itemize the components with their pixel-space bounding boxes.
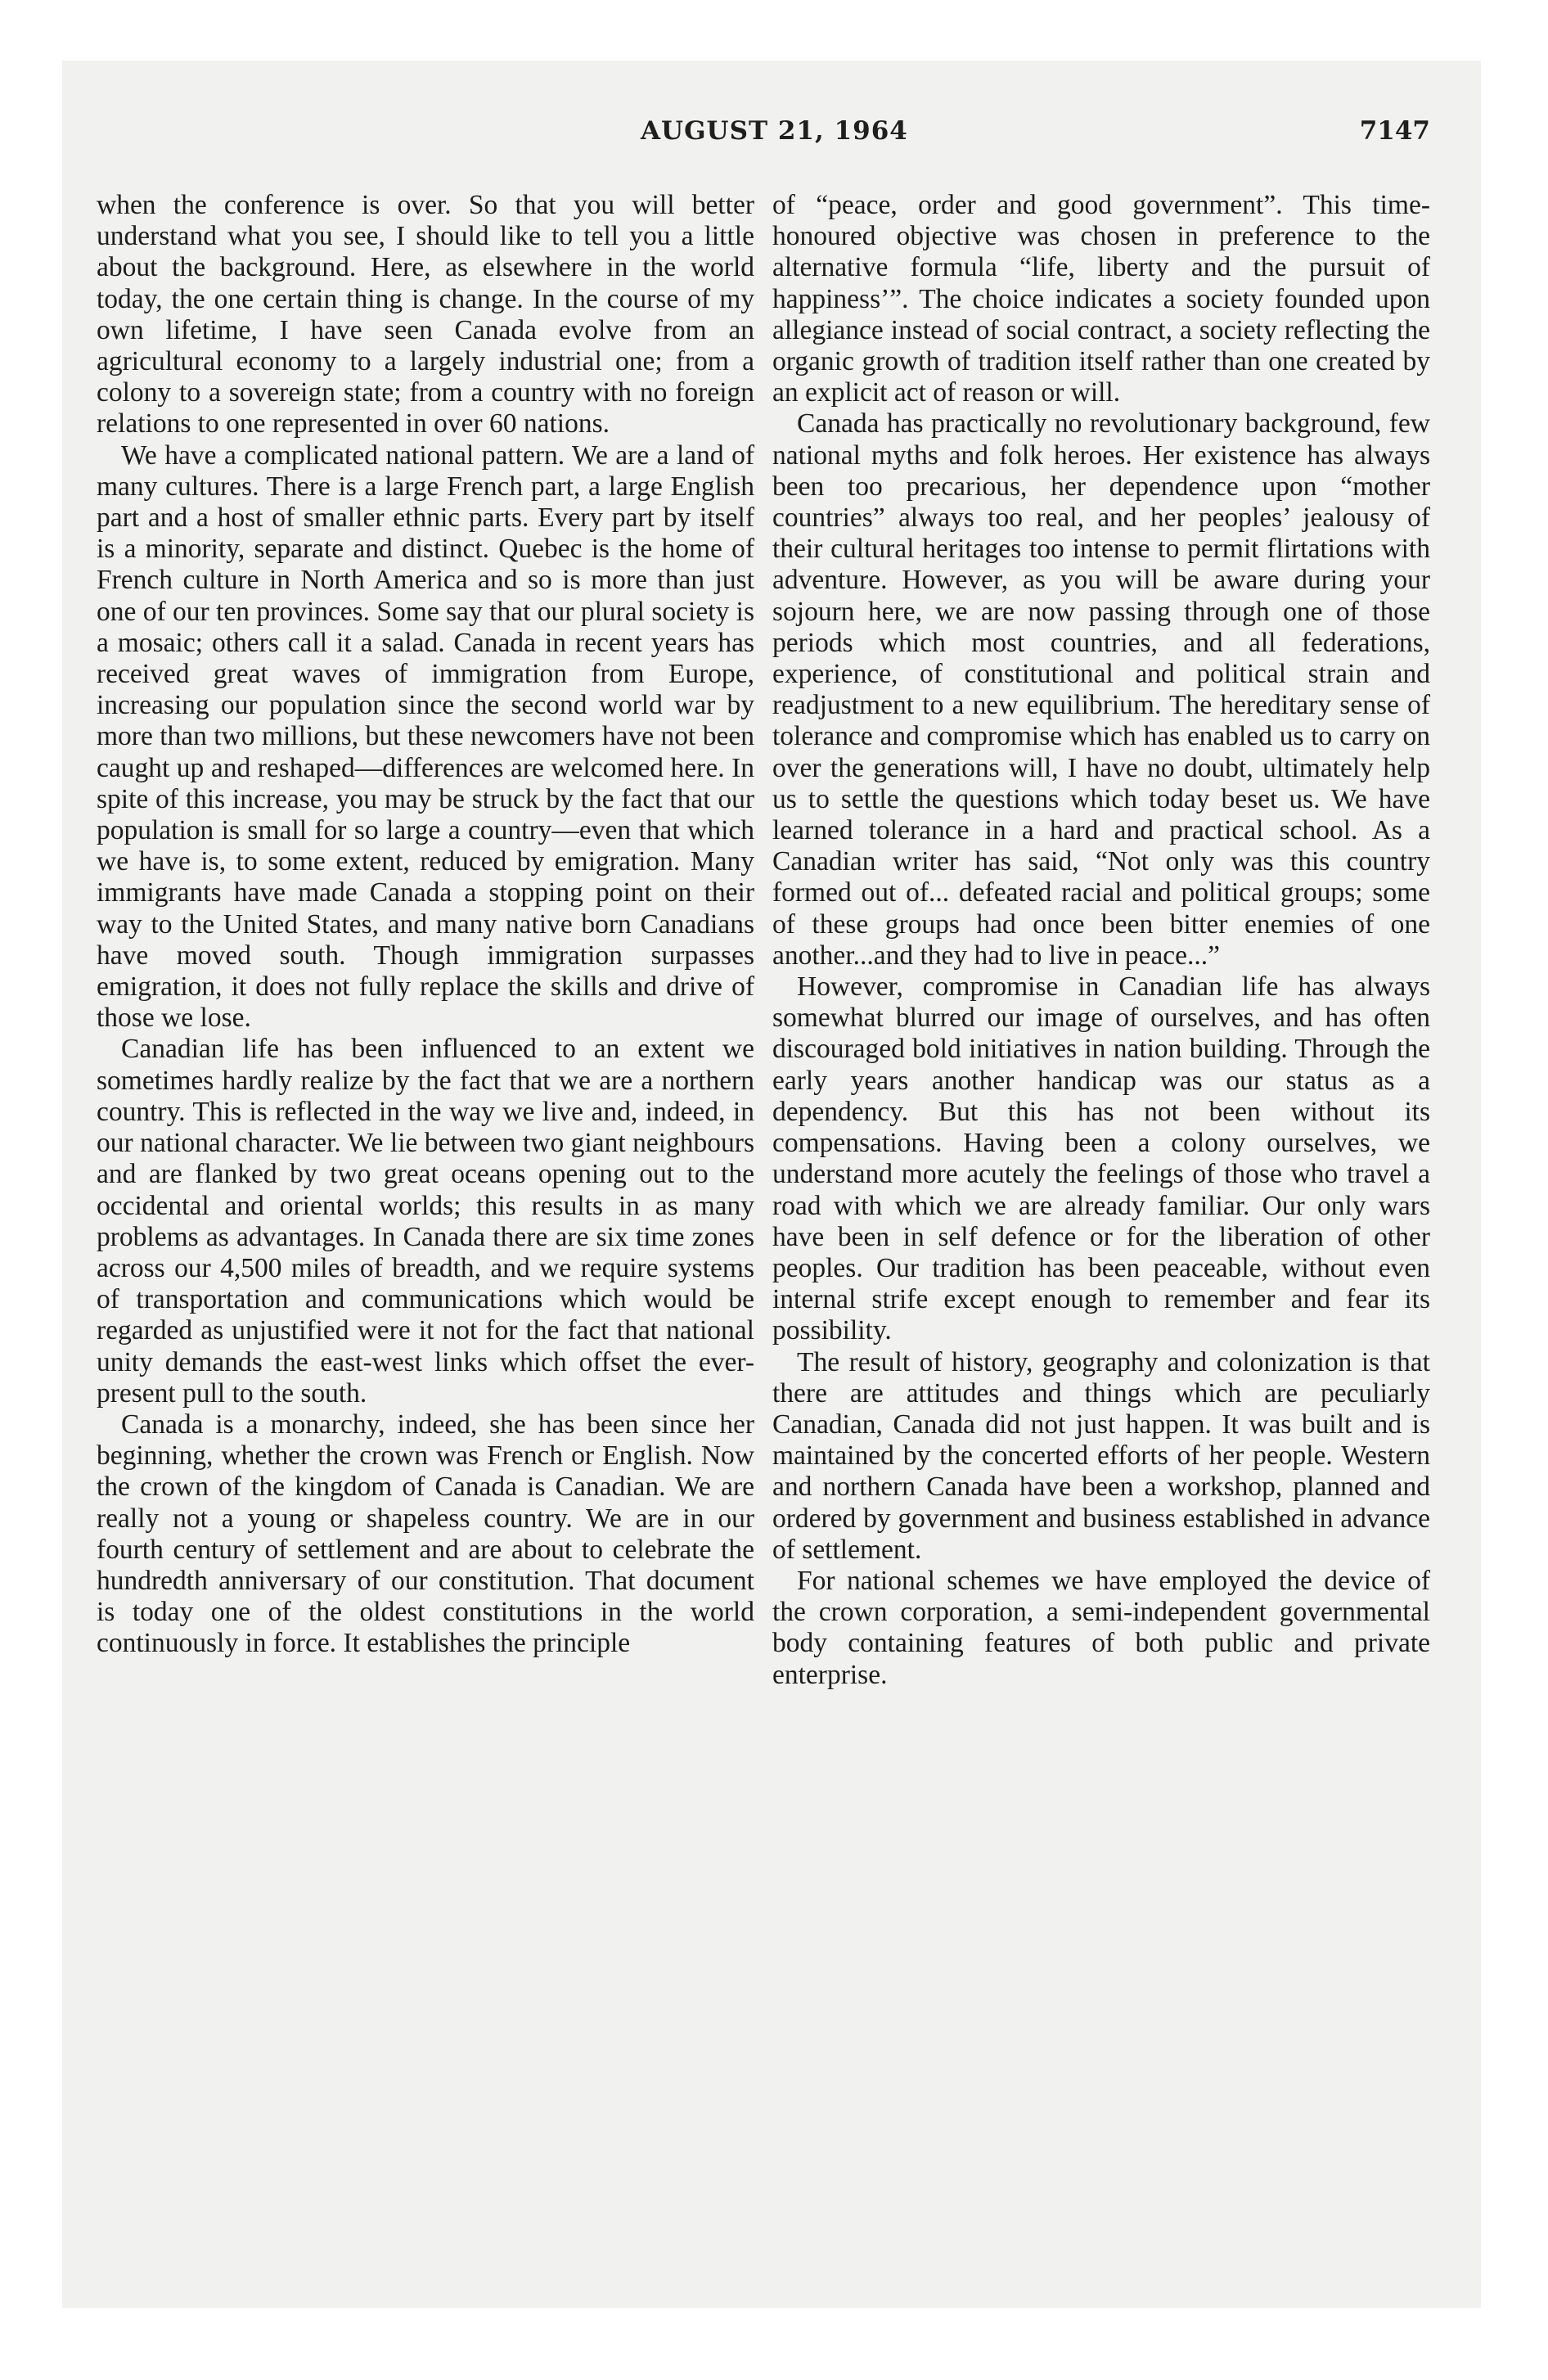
page-number: 7147	[1359, 116, 1430, 146]
paragraph: Canada has practically no revolutionary background, few national myths and folk heroes. Her existence has always been too precarious, her dependence upon “mother countries” always too real, and her peoples’ jealousy of their cultural heritages too intense to permit flirtations with adventure. However, as you will be aware during your sojourn here, we are now passing through one of those periods which most countries, and all federations, experience, of constitutional and political strain and readjustment to a new equilibrium. The hereditary sense of tolerance and compromise which has enabled us to carry on over the generations will, I have no doubt, ultimately help us to settle the questions which today beset us. We have learned tolerance in a hard and practical school. As a Canadian writer has said, “Not only was this country formed out of... defeated racial and political groups; some of these groups had once been bitter enemies of one another...and they had to live in peace...”	[772, 408, 1430, 971]
paragraph: For national schemes we have employed the device of the crown corporation, a semi-independent governmental body containing features of both public and private enterprise.	[772, 1565, 1430, 1690]
left-column	[97, 190, 754, 1660]
right-column	[772, 190, 1430, 1691]
paragraph: The result of history, geography and colonization is that there are attitudes and things which are peculiarly Canadian, Canada did not just happen. It was built and is maintained by the concerted efforts of her people. Western and northern Canada have been a workshop, planned and ordered by government and business established in advance of settlement.	[772, 1346, 1430, 1565]
page-header	[97, 116, 1430, 152]
paragraph: However, compromise in Canadian life has always somewhat blurred our image of ourselves, and has often discouraged bold initiatives in nation building. Through the early years another handicap was our status as a dependency. But this has not been without its compensations. Having been a colony ourselves, we understand more acutely the feelings of those who travel a road with which we are already familiar. Our only wars have been in self defence or for the liberation of other peoples. Our tradition has been peaceable, without even internal strife except enough to remember and fear its possibility.	[772, 971, 1430, 1346]
header-date: AUGUST 21, 1964	[641, 116, 908, 146]
paragraph: Canadian life has been influenced to an extent we sometimes hardly realize by the fact that we are a northern country. This is reflected in the way we live and, indeed, in our national character. We lie between two giant neighbours and are flanked by two great oceans opening out to the occidental and oriental worlds; this results in as many problems as advantages. In Canada there are six time zones across our 4,500 miles of breadth, and we require systems of transportation and communications which would be regarded as unjustified were it not for the fact that national unity demands the east-west links which offset the ever-present pull to the south.	[97, 1034, 754, 1409]
paragraph: of “peace, order and good government”. This time-honoured objective was chosen in preference to the alternative formula “life, liberty and the pursuit of happiness’”. The choice indicates a society founded upon allegiance instead of social contract, a society reflecting the organic growth of tradition itself rather than one created by an explicit act of reason or will.	[772, 190, 1430, 408]
paragraph: when the conference is over. So that you will better understand what you see, I should like to tell you a little about the background. Here, as elsewhere in the world today, the one certain thing is change. In the course of my own lifetime, I have seen Canada evolve from an agricultural economy to a largely industrial one; from a colony to a sovereign state; from a country with no foreign relations to one represented in over 60 nations.	[97, 190, 754, 439]
paragraph: Canada is a monarchy, indeed, she has been since her beginning, whether the crown was French or English. Now the crown of the kingdom of Canada is Canadian. We are really not a young or shapeless country. We are in our fourth century of settlement and are about to celebrate the hundredth anniversary of our constitution. That document is today one of the oldest constitutions in the world continuously in force. It establishes the principle	[97, 1409, 754, 1659]
paragraph: We have a complicated national pattern. We are a land of many cultures. There is a large French part, a large English part and a host of smaller ethnic parts. Every part by itself is a minority, separate and distinct. Quebec is the home of French culture in North America and so is more than just one of our ten provinces. Some say that our plural society is a mosaic; others call it a salad. Canada in recent years has received great waves of immigration from Europe, increasing our population since the second world war by more than two millions, but these newcomers have not been caught up and reshaped—differences are welcomed here. In spite of this increase, you may be struck by the fact that our population is small for so large a country—even that which we have is, to some extent, reduced by emigration. Many immigrants have made Canada a stopping point on their way to the United States, and many native born Canadians have moved south. Though immigration surpasses emigration, it does not fully replace the skills and drive of those we lose.	[97, 439, 754, 1034]
